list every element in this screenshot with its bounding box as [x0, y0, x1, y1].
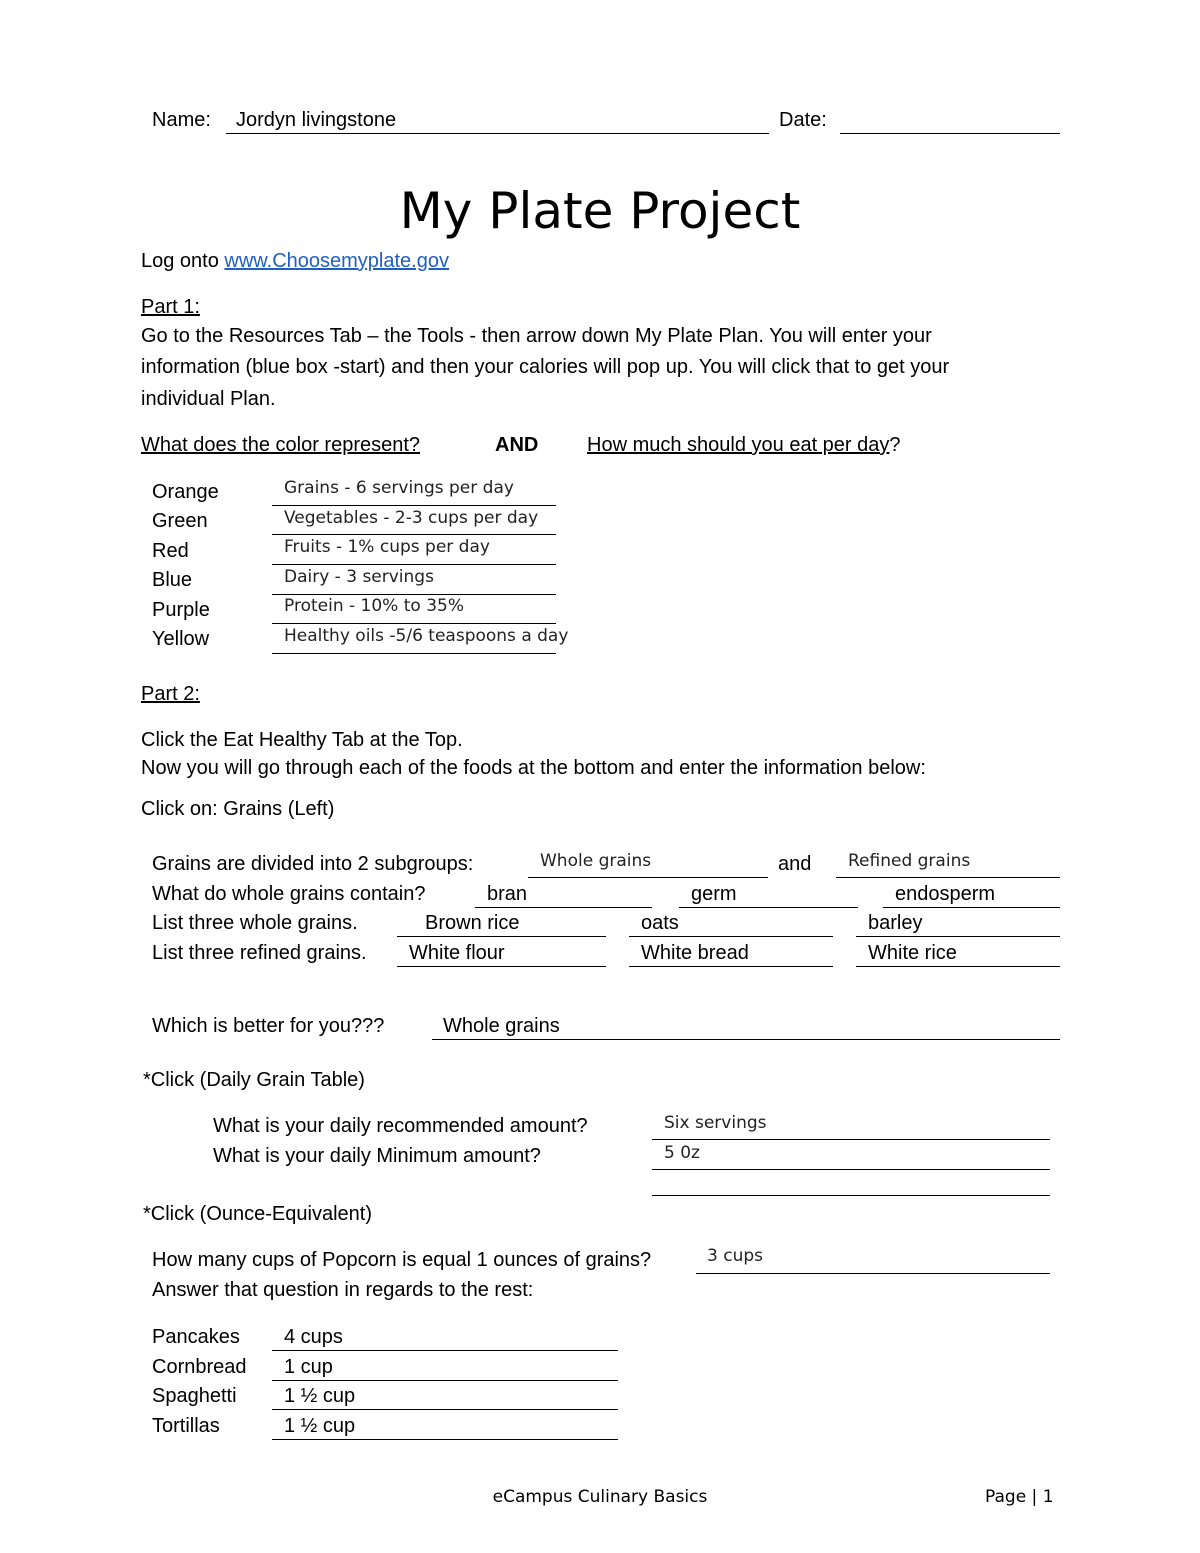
amount-question: How much should you eat per day? — [587, 434, 901, 456]
part1-heading: Part 1: — [141, 296, 200, 318]
refined-grain-2[interactable]: White bread — [641, 942, 749, 964]
color-answer-purple[interactable]: Protein - 10% to 35% — [284, 596, 464, 616]
part2-heading: Part 2: — [141, 683, 200, 705]
answer-line — [528, 877, 768, 878]
answer-line — [679, 907, 858, 908]
answer-line — [836, 877, 1060, 878]
choosemyplate-link[interactable]: www.Choosemyplate.gov — [224, 250, 449, 272]
name-label: Name: — [152, 109, 211, 131]
color-question: What does the color represent? — [141, 434, 421, 456]
refined-grains-label: List three refined grains. — [152, 942, 367, 964]
answer-line — [652, 1139, 1050, 1140]
rest-answer-pancakes[interactable]: 4 cups — [284, 1326, 343, 1348]
answer-line — [272, 1380, 618, 1381]
rest-answer-spaghetti[interactable]: 1 ½ cup — [284, 1385, 356, 1407]
whole-grain-3[interactable]: barley — [868, 912, 923, 934]
part2-line-1: Click the Eat Healthy Tab at the Top. — [141, 729, 463, 751]
color-answer-yellow[interactable]: Healthy oils -5/6 teaspoons a day — [284, 626, 569, 646]
answer-line — [696, 1273, 1050, 1274]
name-value[interactable]: Jordyn livingstone — [236, 109, 397, 131]
login-prefix: Log onto — [141, 250, 225, 272]
color-label-yellow: Yellow — [152, 628, 210, 650]
contain-answer-1[interactable]: bran — [487, 883, 528, 905]
part1-instruction-3: individual Plan. — [141, 388, 276, 410]
rest-label: Answer that question in regards to the rest: — [152, 1279, 534, 1301]
rest-label-tortillas: Tortillas — [152, 1415, 220, 1437]
popcorn-answer[interactable]: 3 cups — [707, 1246, 763, 1266]
color-answer-red[interactable]: Fruits - 1% cups per day — [284, 537, 490, 557]
contain-answer-2[interactable]: germ — [691, 883, 737, 905]
answer-line — [272, 594, 556, 595]
answer-line — [475, 907, 652, 908]
answer-line — [272, 564, 556, 565]
answer-line — [397, 966, 606, 967]
ounce-equivalent-label: *Click (Ounce-Equivalent) — [143, 1203, 372, 1225]
subgroup-1-answer[interactable]: Whole grains — [540, 851, 652, 871]
date-line — [840, 133, 1060, 134]
subgroup-2-answer[interactable]: Refined grains — [848, 851, 971, 871]
color-label-orange: Orange — [152, 481, 219, 503]
answer-line — [272, 1439, 618, 1440]
rest-answer-tortillas[interactable]: 1 ½ cup — [284, 1415, 356, 1437]
footer-center: eCampus Culinary Basics — [492, 1487, 708, 1507]
minimum-answer[interactable]: 5 0z — [664, 1143, 700, 1163]
part1-instruction-1: Go to the Resources Tab – the Tools - then arrow down My Plate Plan. You will enter your — [141, 325, 932, 347]
color-answer-orange[interactable]: Grains - 6 servings per day — [284, 478, 514, 498]
refined-grain-3[interactable]: White rice — [868, 942, 957, 964]
recommended-label: What is your daily recommended amount? — [213, 1115, 588, 1137]
answer-line — [272, 1409, 618, 1410]
login-line — [141, 250, 449, 273]
answer-line — [397, 936, 606, 937]
daily-grain-table-label: *Click (Daily Grain Table) — [143, 1069, 365, 1091]
answer-line — [629, 936, 833, 937]
color-label-red: Red — [152, 540, 189, 562]
recommended-answer[interactable]: Six servings — [664, 1113, 767, 1133]
whole-grains-label: List three whole grains. — [152, 912, 358, 934]
whole-grain-2[interactable]: oats — [641, 912, 679, 934]
page-title: My Plate Project — [399, 182, 801, 240]
part1-instruction-2: information (blue box -start) and then your calories will pop up. You will click that to get your — [141, 356, 950, 378]
part2-line-2: Now you will go through each of the foods at the bottom and enter the information below: — [141, 757, 926, 779]
answer-line — [652, 1169, 1050, 1170]
rest-label-spaghetti: Spaghetti — [152, 1385, 237, 1407]
rest-label-pancakes: Pancakes — [152, 1326, 240, 1348]
whole-grain-1[interactable]: Brown rice — [425, 912, 520, 934]
answer-line — [432, 1039, 1060, 1040]
subgroups-label: Grains are divided into 2 subgroups: — [152, 853, 474, 875]
refined-grain-1[interactable]: White flour — [409, 942, 505, 964]
answer-line — [883, 907, 1060, 908]
answer-line — [856, 966, 1060, 967]
answer-line — [272, 505, 556, 506]
color-answer-blue[interactable]: Dairy - 3 servings — [284, 567, 434, 587]
answer-line — [272, 623, 556, 624]
answer-line-extra — [652, 1195, 1050, 1196]
date-label: Date: — [779, 109, 827, 131]
click-on-grains: Click on: Grains (Left) — [141, 798, 335, 820]
rest-answer-cornbread[interactable]: 1 cup — [284, 1356, 333, 1378]
better-label: Which is better for you??? — [152, 1015, 385, 1037]
color-label-blue: Blue — [152, 569, 193, 591]
color-label-purple: Purple — [152, 599, 210, 621]
answer-line — [272, 1350, 618, 1351]
name-line — [226, 133, 769, 134]
color-answer-green[interactable]: Vegetables - 2-3 cups per day — [284, 508, 539, 528]
minimum-label: What is your daily Minimum amount? — [213, 1145, 541, 1167]
answer-line — [629, 966, 833, 967]
page-number: Page | 1 — [985, 1487, 1054, 1507]
color-label-green: Green — [152, 510, 208, 532]
answer-line — [272, 653, 556, 654]
and-label: AND — [495, 434, 539, 456]
subgroups-and: and — [778, 853, 812, 875]
better-answer[interactable]: Whole grains — [443, 1015, 560, 1037]
popcorn-label: How many cups of Popcorn is equal 1 ounces of grains? — [152, 1249, 652, 1271]
contain-label: What do whole grains contain? — [152, 883, 426, 905]
rest-label-cornbread: Cornbread — [152, 1356, 247, 1378]
answer-line — [856, 936, 1060, 937]
contain-answer-3[interactable]: endosperm — [895, 883, 996, 905]
answer-line — [272, 534, 556, 535]
